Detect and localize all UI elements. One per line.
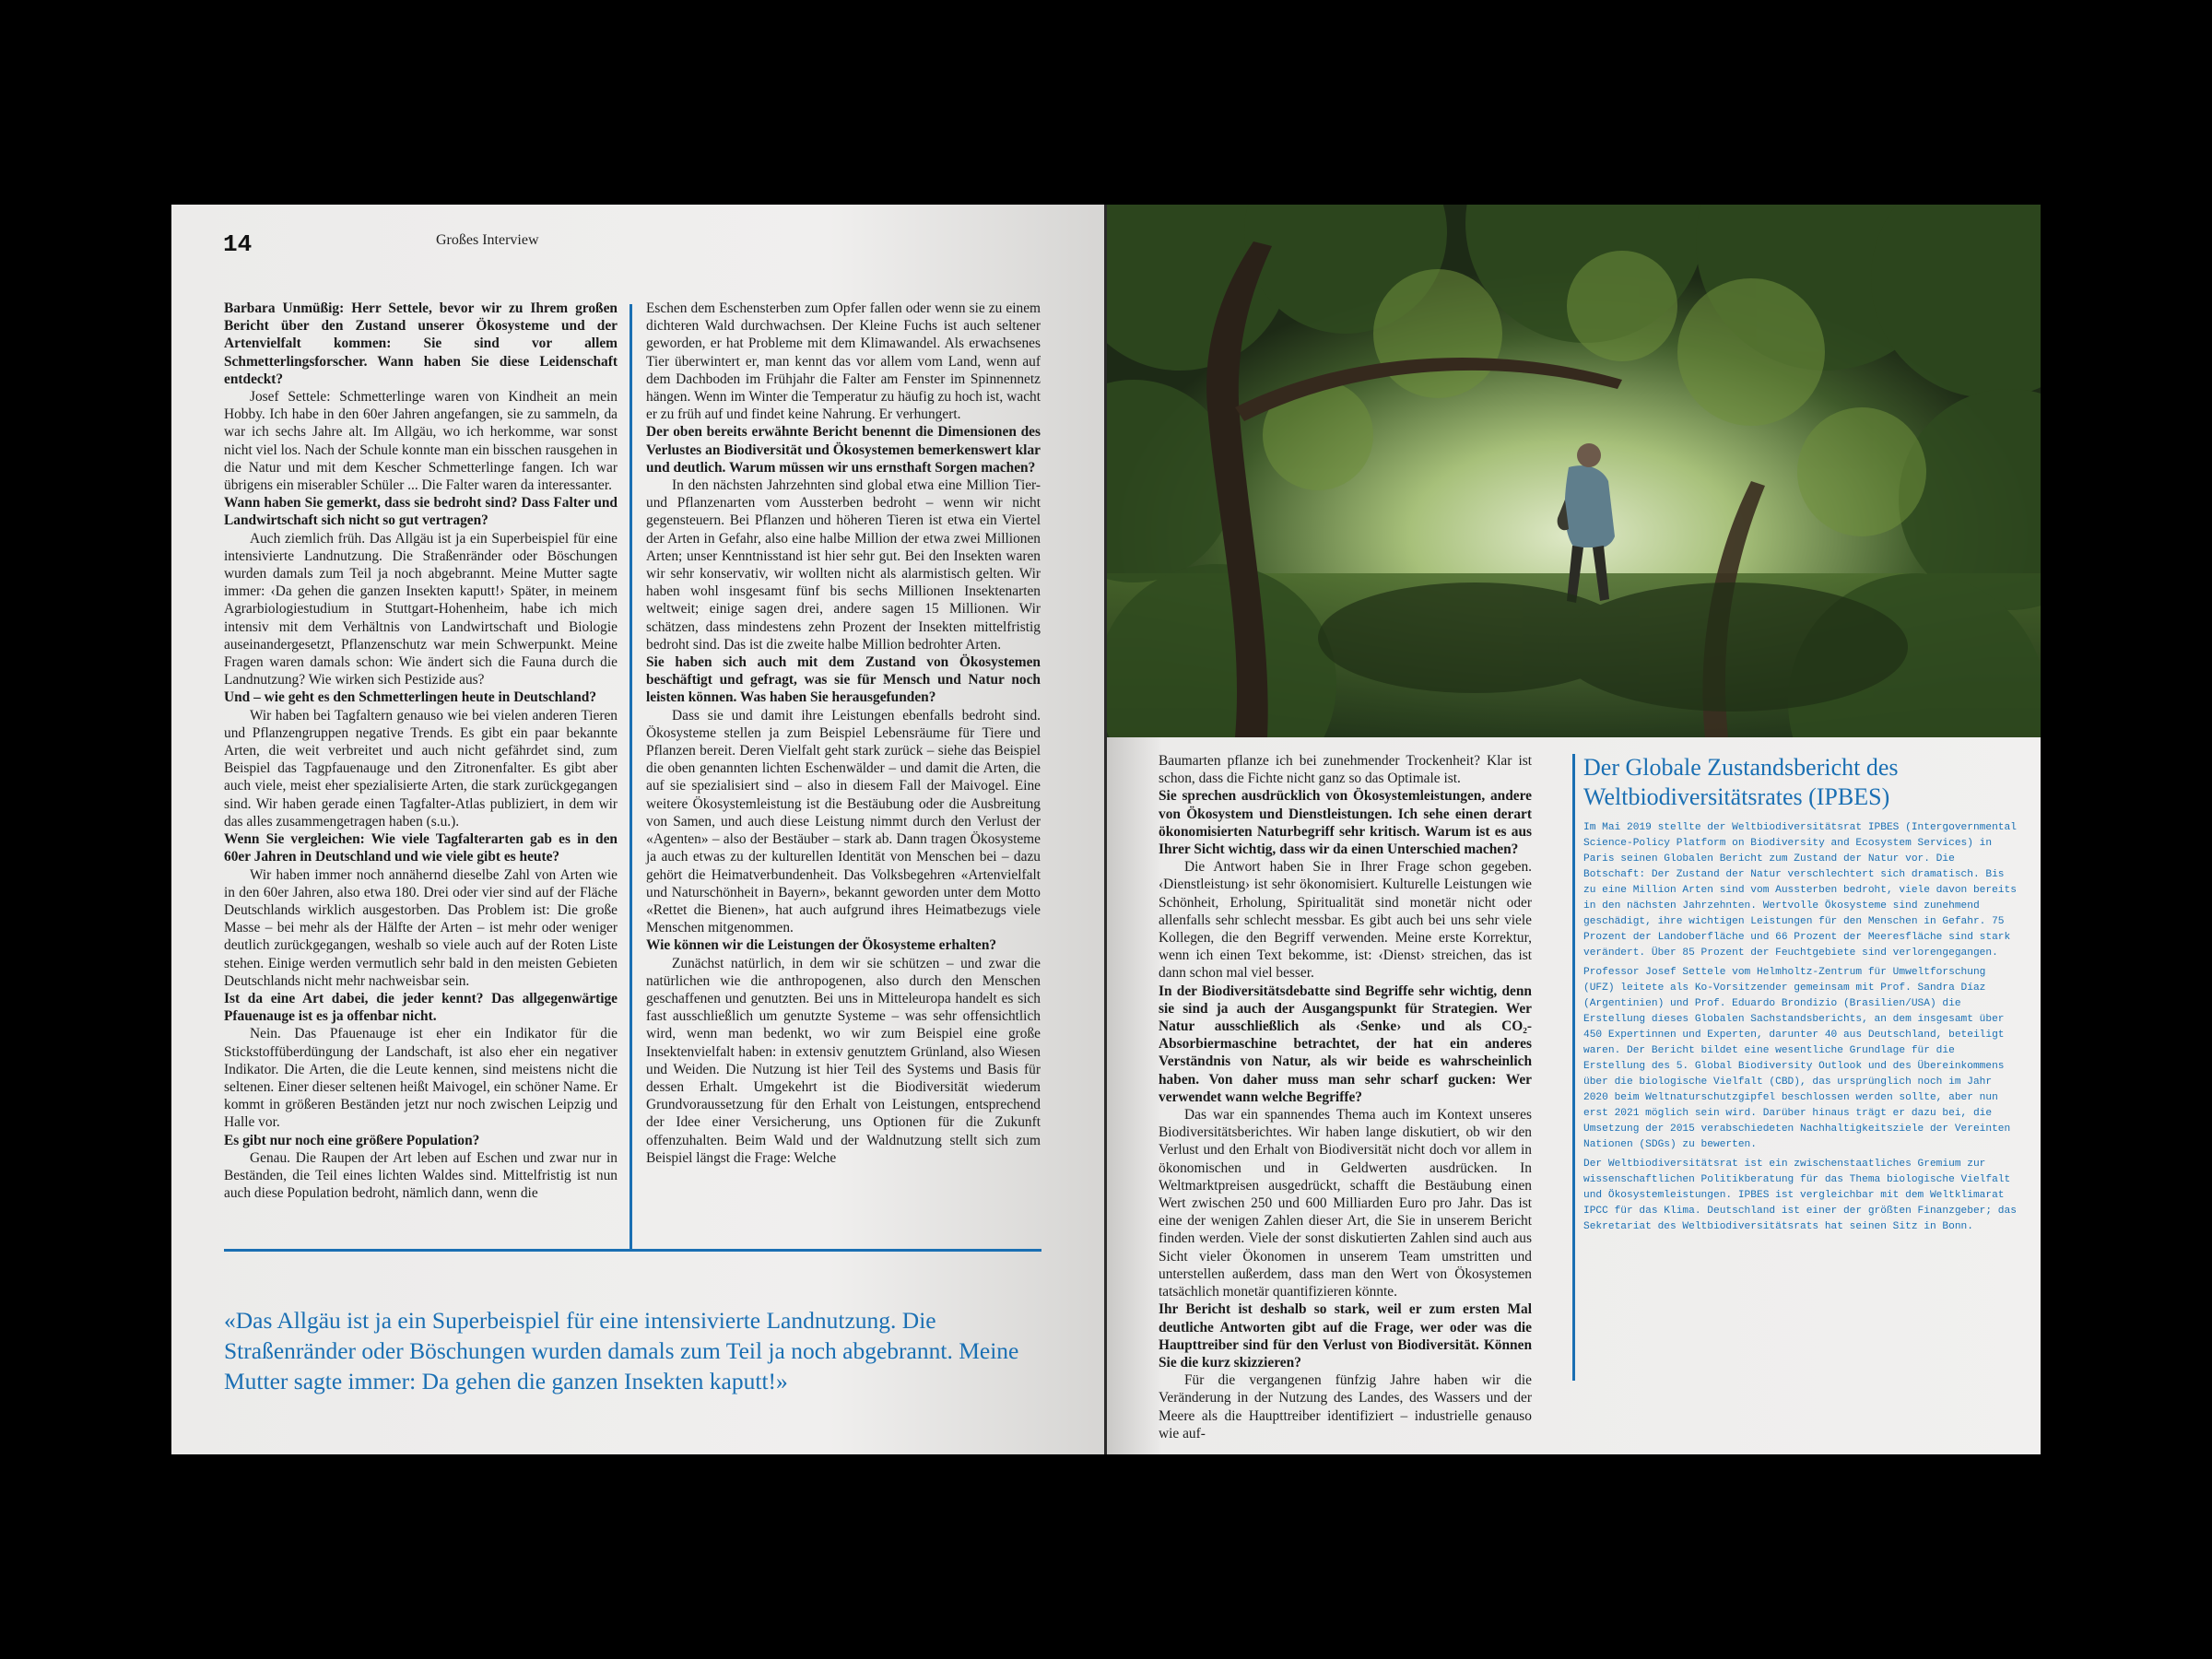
interview-question: Der oben bereits erwähnte Bericht benennt die Dimensionen des Verlustes an Biodiversität und Ökosystemen bemerkenswert klar und deutlich. Warum müssen wir uns ernsthaft Sorgen machen? [646,424,1041,476]
interview-column-2 [646,300,1041,1249]
interview-answer: Die Antwort haben Sie in Ihrer Frage schon gegeben. ‹Dienstleistung› ist sehr ökonomisiert. Kulturelle Leistungen wie Schönheit, Erholung, Spiritualität sind monetär nicht oder allenfalls sehr schlecht messbar. Es gibt auch bei uns sehr viele Kollegen, die den Begriff verwenden. Meine erste Korrektur, wenn ich einen Text bekomme, ist: ‹Dienst› streichen, das ist dann schon mal viel besser. [1159,859,1532,982]
right-page [1106,205,2041,1454]
column-divider [629,304,632,1249]
interview-answer: Baumarten pflanze ich bei zunehmender Trockenheit? Klar ist schon, dass die Fichte nicht ganz so das Optimale ist. [1159,753,1532,787]
interview-answer: Dass sie und damit ihre Leistungen ebenfalls bedroht sind. Ökosysteme stellen ja zum Beispiel Lebensräume für Tiere und Pflanzen bereit. Deren Vielfalt geht stark zurück – siehe das Beispiel die oben genannten lichten Eschenwälder – und damit die Arten, die auf sie spezialisiert sind – also in diesem Fall der Maivogel. Eine weitere Ökosystemleistung ist die Bestäubung oder die Ausbreitung von Samen, und auch diese Leistung nimmt durch den Verlust der «Agenten» – also der Bestäuber – stark ab. Dann tragen Ökosysteme ja auch etwas zu der kulturellen Identität von Menschen bei – dazu gehört die Heimatverbundenheit. Das Volksbegehren «Artenvielfalt und Naturschönheit in Bayern», bekannt geworden unter dem Motto «Rettet die Bienen», hat auch aufgrund ihres Heimatbezugs viele Menschen mitgenommen. [646,707,1041,936]
interview-column-3 [1159,752,1532,1441]
interview-answer: In den nächsten Jahrzehnten sind global etwa eine Million Tier- und Pflanzenarten vom Aussterben bedroht – wenn wir nicht gegensteuern. Bei Pflanzen und höheren Tieren ist etwa ein Viertel der Arten in Gefahr, also eine halbe Million der etwa zwei Millionen Arten; unser Kenntnisstand ist hier sehr gut. Bei den Insekten waren wir sehr konservativ, wir wollten nicht als alarmistisch gelten. Wir haben wohl insgesamt fünf bis sechs Millionen Insektenarten weltweit; einige sagen drei, andere sagen 15 Millionen. Wir schätzen, dass mindestens zehn Prozent der Insekten mittelfristig bedroht sind. Das ist die zweite halbe Million bedrohter Arten. [646,477,1041,653]
interview-question: Es gibt nur noch eine größere Population? [224,1132,480,1148]
left-page [171,205,1106,1454]
interview-question: Ist da eine Art dabei, die jeder kennt? Das allgegenwärtige Pfauenauge ist es ja offenbar nicht. [224,990,618,1025]
interview-answer: Zunächst natürlich, in dem wir sie schützen – und zwar die natürlichen wie die anthropogenen, also durch den Menschen geschaffenen und genutzten. Bei uns in Mitteleuropa handelt es sich fast ausschließlich um genutzte Systeme – was sehr offensichtlich wird, wenn man bedenkt, wo wir zum Beispiel eine große Insektenvielfalt haben: in extensiv genutztem Grünland, also Wiesen und Weiden. Die Nutzung ist hier Teil des Systems und Basis für dessen Erhalt. Umgekehrt ist die Biodiversität wiederum Grundvoraussetzung für den Erhalt von Leistungen, entsprechend der Idee einer Versicherung, uns Optionen für die Zukunft offenzuhalten. Beim Wald und der Waldnutzung stellt sich zum Beispiel längst die Frage: Welche [646,955,1041,1166]
interview-answer: Eschen dem Eschensterben zum Opfer fallen oder wenn sie zu einem dichteren Wald durchwachsen. Der Kleine Fuchs ist auch seltener geworden, er hat Probleme mit dem Klimawandel. Als erwachsenes Tier überwintert er, man kennt das vor allem vom Land, wenn auf dem Dachboden im Frühjahr die Falter am Fenster im Spinnennetz hängen. Wenn im Winter die Temperatur zu häufig zu hoch ist, wacht er zu früh auf und findet keine Nahrung. Er verhungert. [646,300,1041,423]
box-divider [1572,754,1575,1381]
interview-column-1 [224,300,618,1249]
info-box-body [1583,820,2017,1239]
spine [1104,205,1107,1454]
interview-question: Sie sprechen ausdrücklich von Ökosystemleistungen, andere von Ökosystem und Dienstleistungen. Ich sehe einen derart ökonomisierten Naturbegriff sehr kritisch. Warum ist es aus Ihrer Sicht wichtig, dass wir da einen Unterschied machen? [1159,788,1532,858]
interview-answer: Josef Settele: Schmetterlinge waren von Kindheit an mein Hobby. Ich habe in den 60er Jahren angefangen, sie zu sammeln, da war ich sechs Jahre alt. Im Allgäu, wo ich herkomme, war sonst nicht viel los. Nach der Schule konnte man ein bisschen rausgehen in die Natur und mit dem Kescher Schmetterlinge fangen. Ich war übrigens ein miserabler Schüler ... Die Falter waren da interessanter. [224,389,618,494]
interview-question: Wann haben Sie gemerkt, dass sie bedroht sind? Dass Falter und Landwirtschaft sich nicht so gut vertragen? [224,495,618,529]
info-box-paragraph: Der Weltbiodiversitätsrat ist ein zwischenstaatliches Gremium zur wissenschaftlichen Politikberatung für das Thema biologische Vielfalt und Ökosystemleistungen. IPBES ist vergleichbar mit dem Weltklimarat IPCC für das Klima. Deutschland ist einer der größten Finanzgeber; das Sekretariat des Weltbiodiversitätsrats hat seinen Sitz in Bonn. [1583,1159,2017,1232]
interview-question: Sie haben sich auch mit dem Zustand von Ökosystemen beschäftigt und gefragt, was sie für Mensch und Natur noch leisten können. Was haben Sie herausgefunden? [646,654,1041,706]
interview-answer: Auch ziemlich früh. Das Allgäu ist ja ein Superbeispiel für eine intensivierte Landnutzung. Die Straßenränder oder Böschungen wurden damals zum Teil ja noch abgebrannt. Meine Mutter sagte immer: ‹Da gehen die ganzen Insekten kaputt!› Später, in meinem Agrarbiologiestudium in Stuttgart-Hohenheim, habe ich mich intensiv mit dem Verhältnis von Landwirtschaft und Biologie auseinandergesetzt, Pflanzenschutz war mein Schwerpunkt. Meine Fragen waren damals schon: Wie ändert sich die Fauna durch die Landnutzung? Wie wirken sich Pestizide aus? [224,530,618,688]
interview-answer: Für die vergangenen fünfzig Jahre haben wir die Veränderung in der Nutzung des Landes, des Wassers und der Meere als die Haupttreiber identifiziert – industrielle genauso wie auf- [1159,1372,1532,1441]
interview-answer: Genau. Die Raupen der Art leben auf Eschen und zwar nur in Beständen, die Teil eines lichten Waldes sind. Mittelfristig ist nun auch diese Population bedroht, nämlich dann, wenn die [224,1149,618,1202]
info-box-paragraph: Professor Josef Settele vom Helmholtz-Zentrum für Umweltforschung (UFZ) leitete als Ko-Vorsitzender gemeinsam mit Prof. Sandra Díaz (Argentinien) und Prof. Eduardo Brondizio (Brasilien/USA) die Erstellung dieses Globalen Sachstandsberichts, an dem insgesamt über 450 Expertinnen und Experten, darunter 40 aus Deutschland, beteiligt waren. Der Bericht bildet eine wesentliche Grundlage für die Erstellung des 5. Global Biodiversity Outlook und des Übereinkommens über die biologische Vielfalt (CBD), das ursprünglich noch im Jahr 2020 beim Weltnaturschutzgipfel beschlossen werden sollte, aber nun erst 2021 möglich sein wird. Darüber hinaus trägt er dazu bei, die Umsetzung der 2015 verabschiedeten Nachhaltigkeitsziele der Vereinten Nationen (SDGs) zu bewerten. [1583,967,2011,1150]
horizontal-rule [224,1249,1041,1252]
interview-question: Wenn Sie vergleichen: Wie viele Tagfalterarten gab es in den 60er Jahren in Deutschland und wie viele gibt es heute? [224,831,618,865]
pull-quote: «Das Allgäu ist ja ein Superbeispiel für eine intensivierte Landnutzung. Die Straßenränder oder Böschungen wurden damals zum Teil ja noch abgebrannt. Meine Mutter sagte immer: Da gehen die ganzen Insekten kaputt!» [224,1307,1019,1394]
info-box-paragraph: Im Mai 2019 stellte der Weltbiodiversitätsrat IPBES (Intergovernmental Science-Policy Platform on Biodiversity and Ecosystem Services) in Paris seinen Globalen Bericht zum Zustand der Natur vor. Die Botschaft: Der Zustand der Natur verschlechtert sich dramatisch. Bis zu eine Million Arten sind vom Aussterben bedroht, viele davon bereits in den nächsten Jahrzehnten. Wertvolle Ökosysteme sind zunehmend geschädigt, ihre wichtigen Leistungen für den Menschen in Gefahr. 75 Prozent der Landoberfläche und 66 Prozent der Meeresfläche sind stark verändert. Über 85 Prozent der Feuchtgebiete sind verlorengegangen. [1583,822,2017,959]
interview-answer: Nein. Das Pfauenauge ist eher ein Indikator für die Stickstoffüberdüngung der Landschaft, ist also eher ein negativer Indikator. Die Arten, die die Leute kennen, sind meistens nicht die seltenen. Einer dieser seltenen heißt Maivogel, ein schöner Name. Er kommt in größeren Beständen jetzt nur noch zwischen Leipzig und Halle vor. [224,1026,618,1131]
info-box-title: Der Globale Zustandsbericht des Weltbiodiversitätsrates (IPBES) [1583,754,1899,810]
page-number: 14 [223,230,253,258]
interview-answer: Wir haben immer noch annähernd dieselbe Zahl von Arten wie in den 60er Jahren, also etwa 180. Drei oder vier sind auf der Fläche Deutschlands wirklich ausgestorben. Das Problem ist: Die große Masse – bei mehr als der Hälfte der Arten – ist mehr oder weniger deutlich zurückgegangen, weshalb so viele auch auf der Roten Liste stehen. Einige werden vermutlich sehr bald in den meisten Gebieten Deutschlands nicht mehr nachweisbar sein. [224,866,618,989]
interview-question: Und – wie geht es den Schmetterlingen heute in Deutschland? [224,689,597,706]
interview-question: Barbara Unmüßig: Herr Settele, bevor wir zu Ihrem großen Bericht über den Zustand unserer Ökosysteme und der Artenvielfalt kommen: Sie sind vor allem Schmetterlingsforscher. Wann haben Sie diese Leidenschaft entdeckt? [224,300,618,387]
section-title: Großes Interview [436,232,539,248]
interview-question: Wie können wir die Leistungen der Ökosysteme erhalten? [646,937,997,954]
interview-answer: Wir haben bei Tagfaltern genauso wie bei vielen anderen Tieren und Pflanzengruppen negative Trends. Es gibt ein paar bekannte Arten, die weit verbreitet und auch nicht gefährdet sind, zum Beispiel das Tagpfauenauge und den Zitronenfalter. Es gibt aber auch viele, meist eher spezialisierte Arten, die stark zurückgegangen sind. Wir haben gerade einen Tagfalter-Atlas publiziert, in dem wir das alles zusammengetragen haben (s.u.). [224,707,618,830]
interview-question: Ihr Bericht ist deshalb so stark, weil er zum ersten Mal deutliche Antworten gibt auf die Frage, wer oder was die Haupttreiber sind für den Verlust von Biodiversität. Können Sie die kurz skizzieren? [1159,1301,1532,1371]
interview-question: In der Biodiversitätsdebatte sind Begriffe sehr wichtig, denn sie sind ja auch der Ausgangspunkt für Strategien. Wer Natur ausschließlich als ‹Senke› und als CO₂-Absorbiermaschine betrachtet, der hat ein anderes Verständnis von Natur, als wir beide es wahrscheinlich haben. Von daher muss man sehr scharf gucken: Wer verwendet wann welche Begriffe? [1159,982,1532,1105]
interview-answer: Das war ein spannendes Thema auch im Kontext unseres Biodiversitätsberichtes. Wir haben lange diskutiert, ob wir den Verlust und den Erhalt von Biodiversität nicht doch vor allem in ökonomischen und in Geldwerten ausdrücken. In Weltmarktpreisen ausgedrückt, schafft die Bestäubung einen Wert zwischen 250 und 600 Milliarden Euro pro Jahr. Das ist eine der wenigen Zahlen dieser Art, die Sie in unserem Bericht finden werden. Viele der sonst diskutierten Zahlen sind auch aus Sicht vieler Ökonomen in unserem Team umstritten und unterstellen außerdem, dass man den Wert von Ökosystemen tatsächlich monetär quantifizieren könnte. [1159,1107,1532,1300]
forest-photo [1106,205,2041,737]
